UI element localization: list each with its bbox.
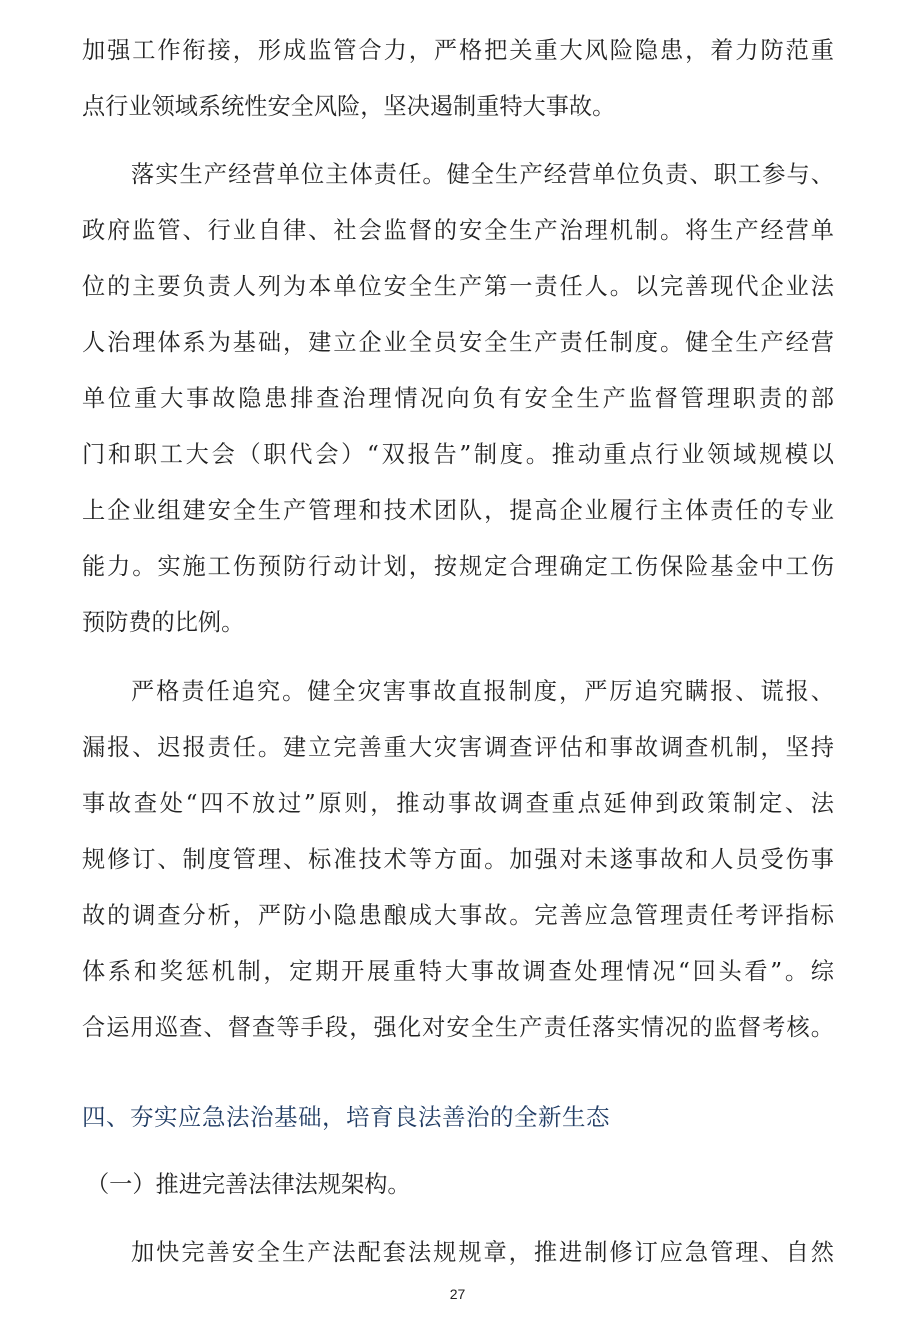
- paragraph-line: 严格责任追究。健全灾害事故直报制度，严厉追究瞒报、谎报、: [131, 678, 834, 705]
- paragraph-line: 政府监管、行业自律、社会监督的安全生产治理机制。将生产经营单: [82, 217, 834, 244]
- page-number: 27: [449, 1286, 466, 1302]
- paragraph-line: 加强工作衔接，形成监管合力，严格把关重大风险隐患，着力防范重: [82, 37, 834, 64]
- paragraph-line: 上企业组建安全生产管理和技术团队，提高企业履行主体责任的专业: [82, 497, 834, 524]
- paragraph-line: 预防费的比例。: [82, 609, 245, 636]
- section-heading: 四、夯实应急法治基础，培育良法善治的全新生态: [82, 1103, 610, 1131]
- paragraph-line: 故的调查分析，严防小隐患酿成大事故。完善应急管理责任考评指标: [82, 902, 834, 929]
- paragraph-line: 规修订、制度管理、标准技术等方面。加强对未遂事故和人员受伤事: [82, 846, 834, 873]
- paragraph-line: 合运用巡查、督查等手段，强化对安全生产责任落实情况的监督考核。: [82, 1014, 834, 1041]
- subsection-heading: （一）推进完善法律法规架构。: [86, 1171, 411, 1198]
- paragraph-line: 门和职工大会（职代会）“双报告”制度。推动重点行业领域规模以: [82, 441, 834, 468]
- paragraph-line: 加快完善安全生产法配套法规规章，推进制修订应急管理、自然: [131, 1239, 834, 1266]
- paragraph-line: 位的主要负责人列为本单位安全生产第一责任人。以完善现代企业法: [82, 273, 834, 300]
- paragraph-line: 人治理体系为基础，建立企业全员安全生产责任制度。健全生产经营: [82, 329, 834, 356]
- paragraph-line: 漏报、迟报责任。建立完善重大灾害调查评估和事故调查机制，坚持: [82, 734, 834, 761]
- paragraph-line: 事故查处“四不放过”原则，推动事故调查重点延伸到政策制定、法: [82, 790, 834, 817]
- paragraph-line: 点行业领域系统性安全风险，坚决遏制重特大事故。: [82, 93, 616, 120]
- paragraph-line: 单位重大事故隐患排查治理情况向负有安全生产监督管理职责的部: [82, 385, 834, 412]
- paragraph-line: 落实生产经营单位主体责任。健全生产经营单位负责、职工参与、: [131, 161, 834, 188]
- paragraph-line: 能力。实施工伤预防行动计划，按规定合理确定工伤保险基金中工伤: [82, 553, 834, 580]
- paragraph-line: 体系和奖惩机制，定期开展重特大事故调查处理情况“回头看”。综: [82, 958, 834, 985]
